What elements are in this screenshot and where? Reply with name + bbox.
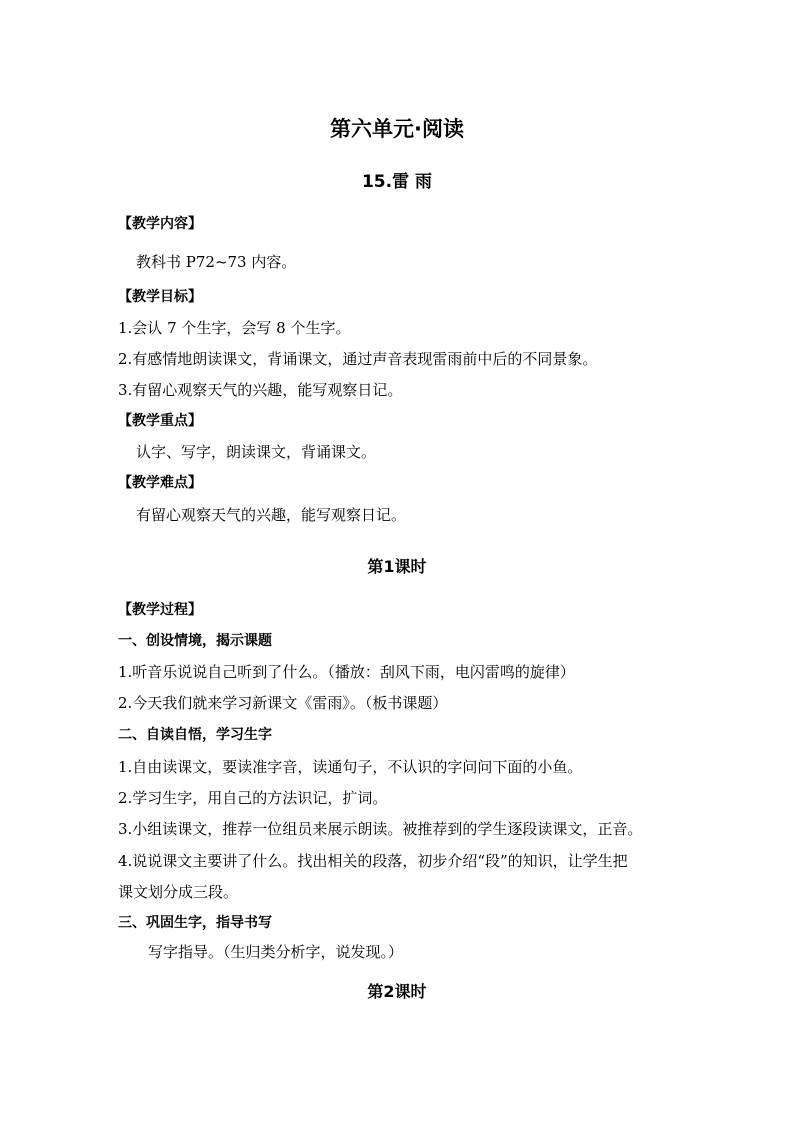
difficulty-heading: 【教学难点】 — [118, 475, 202, 491]
period-2-title: 第2课时 — [367, 982, 427, 1001]
step-2-item-continuation: 课文划分成三段。 — [118, 883, 239, 901]
period-1-title: 第1课时 — [367, 557, 427, 576]
process-heading: 【教学过程】 — [118, 602, 202, 618]
unit-title: 第六单元·阅读 — [330, 117, 464, 141]
step-2-item: 3.小组读课文，推荐一位组员来展示朗读。被推荐到的学生逐段读课文，正音。 — [118, 820, 643, 838]
step-3-text: 写字指导。（生归类分析字，说发现。） — [148, 943, 404, 961]
difficulty-text: 有留心观察天气的兴趣，能写观察日记。 — [136, 506, 407, 524]
step-2-item: 1.自由读课文，要读准字音，读通句子，不认识的字问问下面的小鱼。 — [118, 758, 583, 776]
goal-item: 2.有感情地朗读课文，背诵课文，通过声音表现雷雨前中后的不同景象。 — [118, 350, 598, 368]
step-1-item: 1.听音乐说说自己听到了什么。（播放：刮风下雨，电闪雷鸣的旋律） — [118, 663, 575, 681]
step-2-item: 4.说说课文主要讲了什么。找出相关的段落，初步介绍“段”的知识，让学生把 — [118, 852, 628, 870]
key-text: 认字、写字，朗读课文，背诵课文。 — [136, 443, 377, 461]
step-3-title: 三、巩固生字，指导书写 — [118, 915, 272, 931]
lesson-title: 15.雷 雨 — [361, 172, 433, 192]
step-2-item: 2.学习生字，用自己的方法识记，扩词。 — [118, 789, 388, 807]
step-2-title: 二、自读自悟，学习生字 — [118, 727, 272, 743]
goals-heading: 【教学目标】 — [118, 289, 202, 305]
key-heading: 【教学重点】 — [118, 413, 202, 429]
content-heading: 【教学内容】 — [118, 216, 202, 232]
goal-item: 1.会认 7 个生字，会写 8 个生字。 — [118, 319, 351, 337]
goal-item: 3.有留心观察天气的兴趣，能写观察日记。 — [118, 381, 403, 399]
content-text: 教科书 P72~73 内容。 — [136, 253, 297, 271]
step-1-item: 2.今天我们就来学习新课文《雷雨》。（板书课题） — [118, 694, 448, 712]
step-1-title: 一、创设情境，揭示课题 — [118, 633, 272, 649]
